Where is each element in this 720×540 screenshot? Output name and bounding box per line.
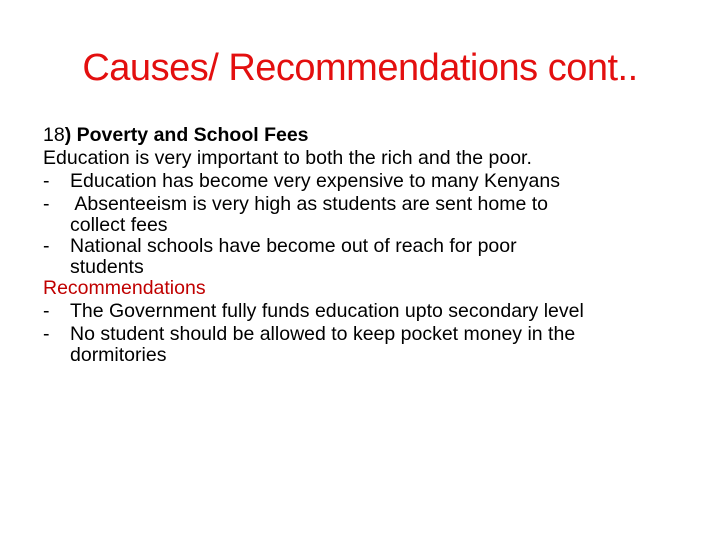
slide-body [43,124,703,365]
cause-item [43,170,703,193]
bullet-dash: - [43,300,50,322]
cause-text: Absenteeism is very high as students are sent home to [70,193,549,215]
bullet-dash: - [43,193,50,215]
section-heading [43,124,703,147]
bullet-dash: - [43,323,50,345]
cause-text-continued: collect fees [70,214,168,236]
cause-text: National schools have become out of reach for poor [70,235,517,257]
bullet-dash: - [43,235,50,257]
bullet-dash: - [43,170,50,192]
heading-number: 18 [43,124,65,146]
slide-title: Causes/ Recommendations cont.. [82,47,638,89]
recommendation-text-continued: dormitories [70,344,167,366]
cause-item [43,193,703,235]
cause-item [43,235,703,277]
heading-text: ) Poverty and School Fees [64,124,309,146]
recommendation-text: No student should be allowed to keep pocket money in the [70,323,576,345]
cause-text: Education has become very expensive to many Kenyans [70,170,560,192]
cause-text-continued: students [70,256,144,278]
recommendation-item [43,300,703,323]
intro-text: Education is very important to both the rich and the poor. [43,147,532,169]
recommendation-item [43,323,703,365]
recommendation-text: The Government fully funds education upto secondary level [70,300,584,322]
recommendations-label: Recommendations [43,277,206,299]
